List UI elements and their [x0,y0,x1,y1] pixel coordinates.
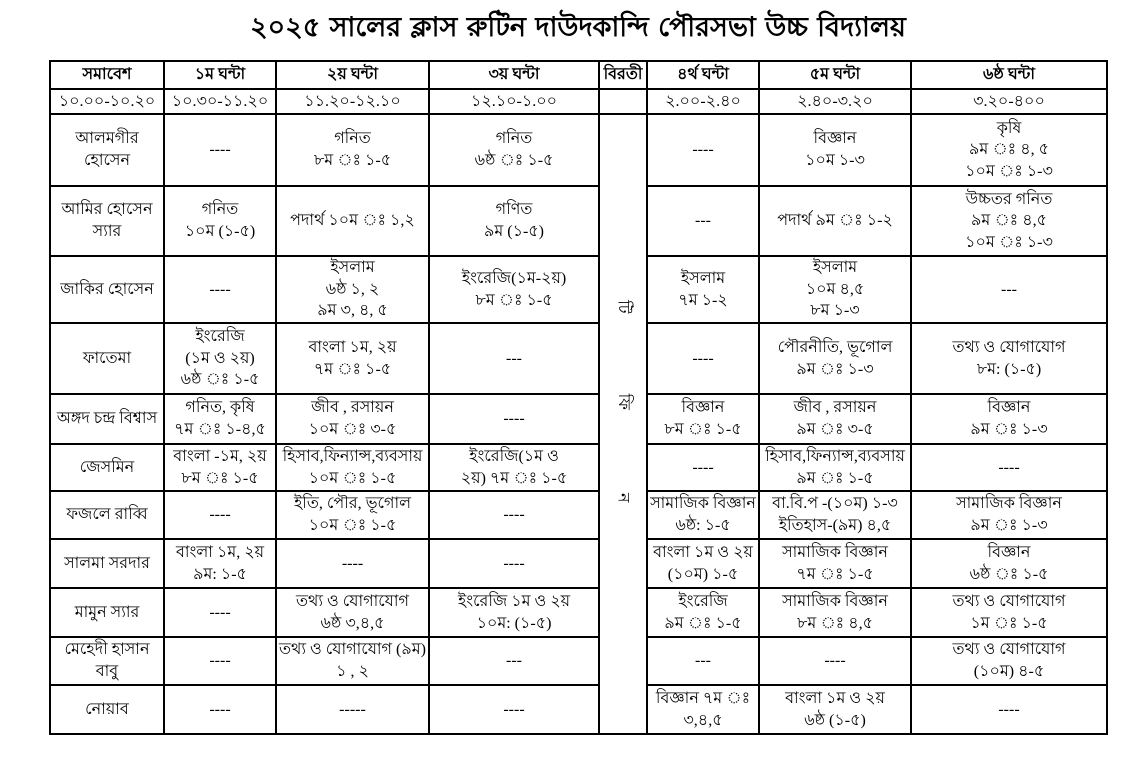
cell-line: সামাজিক বিজ্ঞান [956,495,1062,513]
cell-line: গনিত [201,201,239,219]
cell-line: ---- [209,506,231,524]
period-cell [647,323,759,394]
period-cell [429,588,599,637]
cell-line: ৯ম ঃ ১-৩ [970,421,1048,438]
cell-line: ৯ম ঃ ৪,৫ [971,212,1047,230]
cell-line: ১০ম ঃ ১-৫ [308,517,397,534]
cell-line: ৮ম ঃ ১-৫ [313,152,392,169]
time-cell: ৩.২০-৪০০ [911,89,1107,114]
cell-line: বাংলা ১ম ও ২য় [653,543,753,561]
cell-line: ---- [824,652,846,670]
teacher-name-cell: অঙ্গদ চন্দ্র বিশ্বাস [50,394,164,444]
teacher-row [50,323,1107,394]
cell-line: ৬ষ্ঠ: ১-৫ [675,517,731,534]
period-cell [759,394,911,444]
period-cell [429,323,599,394]
break-vertical-label [602,296,644,509]
period-cell [429,539,599,588]
cell-line: বিজ্ঞান [987,543,1031,561]
cell-line: (১ম ও ২য়) [185,349,255,367]
period-cell [647,444,759,491]
period-cell [276,491,429,539]
cell-line: ৮ম ১-৩ [810,302,860,320]
cell-line: ---- [209,652,231,670]
routine-table [49,60,1108,735]
cell-line: ---- [209,700,231,718]
cell-line: ১০ম ১-৩ [805,152,865,169]
period-cell [911,588,1107,637]
cell-line: --- [695,212,711,230]
break-letter: টি [614,299,632,314]
cell-line: গণিত [495,201,533,219]
period-cell [276,256,429,323]
period-cell [429,394,599,444]
cell-line: ১০ম (১-৫) [184,223,256,240]
cell-line: ইংরেজি [678,592,728,610]
period-cell [164,685,276,734]
cell-line: হিসাব,ফিন্যান্স,ব্যবসায় [765,447,905,465]
cell-line: ৮ম ঃ ১-৫ [664,421,742,438]
time-cell: ১০.৩০-১১.২০ [164,89,276,114]
time-row [50,89,1107,114]
cell-line: ৮ম ঃ ৪,৫ [797,614,873,632]
cell-line: ১০ম ঃ ৩-৫ [308,421,397,438]
cell-line: ৬ষ্ঠ ঃ ১-৫ [969,565,1049,583]
cell-line: ৯ম (১-৫) [483,223,545,240]
cell-line: বাংলা ১ম, ২য় [175,543,265,561]
cell-line: ইংরেজি(১ম-২য়) [461,269,567,287]
period-cell [911,685,1107,734]
cell-line: ৯ম ঃ ৪, ৫ [969,141,1049,159]
period-cell [164,444,276,491]
cell-line: ২য়) ৭ম ঃ ১-৫ [460,469,568,487]
period-cell [647,588,759,637]
period-cell [164,186,276,256]
teacher-name-cell: মামুন স্যার [50,588,164,637]
cell-line: ---- [503,554,525,572]
period-cell [164,588,276,637]
cell-line: ইংরেজি ১ম ও ২য় [457,592,571,610]
column-header: ২য় ঘন্টা [276,61,429,89]
teacher-row [50,114,1107,186]
cell-line: গনিত, কৃষি [185,399,255,417]
period-cell [276,186,429,256]
period-cell [647,256,759,323]
column-header: ৩য় ঘন্টা [429,61,599,89]
teacher-name-cell: সালমা সরদার [50,539,164,588]
cell-line: ৭ম ঃ ১-৪,৫ [174,421,266,438]
cell-line: --- [506,652,522,670]
cell-line: ৬ষ্ঠ ৩,৪,৫ [320,614,385,632]
period-cell [164,256,276,323]
cell-line: --- [695,652,711,670]
cell-line: --- [506,349,522,367]
cell-line: ইংরেজি(১ম ও [469,447,559,465]
time-cell [599,89,647,114]
cell-line: পদার্থ ৯ম ঃ ১-২ [777,212,893,230]
teacher-row [50,588,1107,637]
teacher-name-cell: জেসমিন [50,444,164,491]
time-cell: ১২.১০-১.০০ [429,89,599,114]
cell-line: ১০ম ৪,৫ [805,280,865,298]
cell-line: ---- [503,410,525,428]
cell-line: ৭ম ঃ ১-৫ [313,360,392,378]
teacher-row [50,394,1107,444]
column-header: ৫ম ঘন্টা [759,61,911,89]
period-cell [759,685,911,734]
cell-line: ৯ম ঃ ১-৩ [970,517,1048,534]
cell-line: ইসলাম [330,259,375,277]
period-cell [647,539,759,588]
cell-line: ---- [998,458,1020,476]
cell-line: ----- [339,700,366,718]
cell-line: জীব , রসায়ন [793,399,877,417]
cell-line: তথ্য ও যোগাযোগ (৯ম) [279,641,426,659]
period-cell [429,114,599,186]
period-cell [429,685,599,734]
cell-line: --- [1001,280,1017,298]
cell-line: ১ম ঃ ১-৫ [970,614,1048,632]
column-header: ৬ষ্ঠ ঘন্টা [911,61,1107,89]
cell-line: ১০ম ঃ ১-৫ [308,469,397,487]
period-cell [759,588,911,637]
period-cell [759,114,911,186]
teacher-name-cell: ফাতেমা [50,323,164,394]
period-cell [276,114,429,186]
cell-line: ৯ম ৩, ৪, ৫ [317,302,388,320]
cell-line: গনিত [334,130,371,148]
cell-line: ৮ম: (১-৫) [976,360,1042,378]
cell-line: ---- [209,603,231,621]
period-cell [911,323,1107,394]
cell-line: ১০ম ঃ ১-৩ [965,162,1053,180]
cell-line: ইংরেজি [195,328,245,346]
period-cell [276,588,429,637]
cell-line: বিজ্ঞান [987,399,1031,417]
cell-line: সামাজিক বিজ্ঞান [782,543,888,561]
cell-line: জীব , রসায়ন [311,399,394,417]
column-header: ৪র্থ ঘন্টা [647,61,759,89]
period-cell [429,186,599,256]
cell-line: উচ্চতর গনিত [965,190,1053,208]
cell-line: ---- [503,700,525,718]
cell-line: গনিত [495,130,533,148]
period-cell [164,323,276,394]
cell-line: সামাজিক বিজ্ঞান [650,495,756,513]
teacher-name-cell: আমির হোসেন স্যার [50,186,164,256]
teacher-row [50,444,1107,491]
period-cell [429,637,599,685]
period-cell [911,256,1107,323]
period-cell [647,491,759,539]
period-cell [759,539,911,588]
period-cell [759,186,911,256]
column-header: সমাবেশ [50,61,164,89]
cell-line: সামাজিক বিজ্ঞান [782,592,888,610]
cell-line: ---- [692,349,714,367]
cell-line: ---- [503,506,525,524]
period-cell [429,256,599,323]
period-cell [164,491,276,539]
cell-line: ৬ষ্ঠ ঃ ১-৫ [474,152,554,169]
cell-line: ১ , ২ [336,663,369,680]
period-cell [647,394,759,444]
period-cell [164,637,276,685]
teacher-row [50,685,1107,734]
cell-line: বা.বি.প -(১০ম) ১-৩ [772,495,898,513]
cell-line: ৯ম ঃ ৩-৫ [796,421,874,438]
cell-line: ---- [209,280,231,298]
teacher-name-cell: জাকির হোসেন [50,256,164,323]
cell-line: (১০ম) ৪-৫ [973,663,1045,680]
period-cell [647,637,759,685]
cell-line: ৩,৪,৫ [683,711,723,729]
period-cell [759,444,911,491]
cell-line: পৌরনীতি, ভূগোল [777,338,893,356]
cell-line: হিসাব,ফিন্যান্স,ব্যবসায় [282,447,423,465]
cell-line: তথ্য ও যোগাযোগ [952,641,1066,659]
cell-line: ৭ম ঃ ১-৫ [796,565,874,583]
cell-line: ইতি, পৌর, ভূগোল [293,495,412,513]
cell-line: ইসলাম [680,269,726,287]
cell-line: তথ্য ও যোগাযোগ [952,592,1066,610]
break-cell [599,114,647,734]
teacher-name-cell: ফজলে রাব্বি [50,491,164,539]
column-header: বিরতী [599,61,647,89]
period-cell [164,394,276,444]
period-cell [911,186,1107,256]
period-cell [911,539,1107,588]
cell-line: ---- [692,141,714,159]
period-cell [276,539,429,588]
cell-line: ---- [209,141,231,159]
cell-line: (১০ম) ১-৫ [667,565,739,583]
teacher-row [50,256,1107,323]
cell-line: ---- [692,458,714,476]
period-cell [429,444,599,491]
cell-line: ---- [998,700,1020,718]
time-cell: ১০.০০-১০.২০ [50,89,164,114]
cell-line: ইতিহাস-(৯ম) ৪,৫ [778,517,892,534]
teacher-name-cell: মেহেদী হাসান বাবু [50,637,164,685]
teacher-row [50,491,1107,539]
period-cell [276,394,429,444]
period-cell [164,114,276,186]
cell-line: ৬ষ্ঠ ঃ ১-৫ [180,371,260,389]
teacher-row [50,539,1107,588]
cell-line: পদার্থ ১০ম ঃ ১,২ [290,212,415,230]
period-cell [276,685,429,734]
period-cell [759,323,911,394]
header-row [50,61,1107,89]
teacher-row [50,637,1107,685]
cell-line: বাংলা -১ম, ২য় [173,447,267,465]
cell-line: কৃষি [996,119,1022,137]
cell-line: তথ্য ও যোগাযোগ [952,338,1066,356]
column-header: ১ম ঘন্টা [164,61,276,89]
cell-line: ৮ম ঃ ১-৫ [181,469,259,487]
break-letter: ফি [614,393,632,411]
period-cell [759,256,911,323]
period-cell [759,491,911,539]
teacher-name-cell: নোয়াব [50,685,164,734]
cell-line: বাংলা ১ম, ২য় [308,338,397,356]
cell-line: তথ্য ও যোগাযোগ [295,592,410,610]
period-cell [647,114,759,186]
teacher-row [50,186,1107,256]
period-cell [759,637,911,685]
cell-line: ৭ম ১-২ [678,291,728,309]
break-letter: ন [614,492,632,503]
period-cell [276,323,429,394]
period-cell [164,539,276,588]
period-cell [911,394,1107,444]
cell-line: ৬ষ্ঠ ১, ২ [325,280,380,298]
cell-line: ---- [341,554,364,572]
time-cell: ২.৪০-৩.২০ [759,89,911,114]
teacher-name-cell: আলমগীর হোসেন [50,114,164,186]
cell-line: ১০ম: (১-৫) [476,614,552,632]
cell-line: ৮ম ঃ ১-৫ [475,291,553,309]
cell-line: ইসলাম [812,259,858,277]
time-cell: ১১.২০-১২.১০ [276,89,429,114]
page-title: ২০২৫ সালের ক্লাস রুটিন দাউদকান্দি পৌরসভা উচ্চ বিদ্যালয় [250,12,906,43]
time-cell: ২.০০-২.৪০ [647,89,759,114]
period-cell [911,491,1107,539]
period-cell [276,637,429,685]
period-cell [647,685,759,734]
cell-line: ৯ম ঃ ১-৫ [796,469,874,487]
cell-line: ৯ম ঃ ১-৩ [796,360,874,378]
cell-line: ১০ম ঃ ১-৩ [965,233,1053,251]
period-cell [276,444,429,491]
period-cell [911,114,1107,186]
period-cell [911,637,1107,685]
cell-line: ৬ষ্ঠ (১-৫) [804,711,866,729]
cell-line: বিজ্ঞান [681,399,725,417]
cell-line: ৯ম ঃ ১-৫ [664,614,742,632]
cell-line: বাংলা ১ম ও ২য় [785,689,885,707]
cell-line: বিজ্ঞান [813,130,857,148]
period-cell [911,444,1107,491]
period-cell [647,186,759,256]
period-cell [429,491,599,539]
cell-line: বিজ্ঞান ৭ম ঃ [655,689,751,707]
cell-line: ৯ম: ১-৫ [193,565,247,583]
